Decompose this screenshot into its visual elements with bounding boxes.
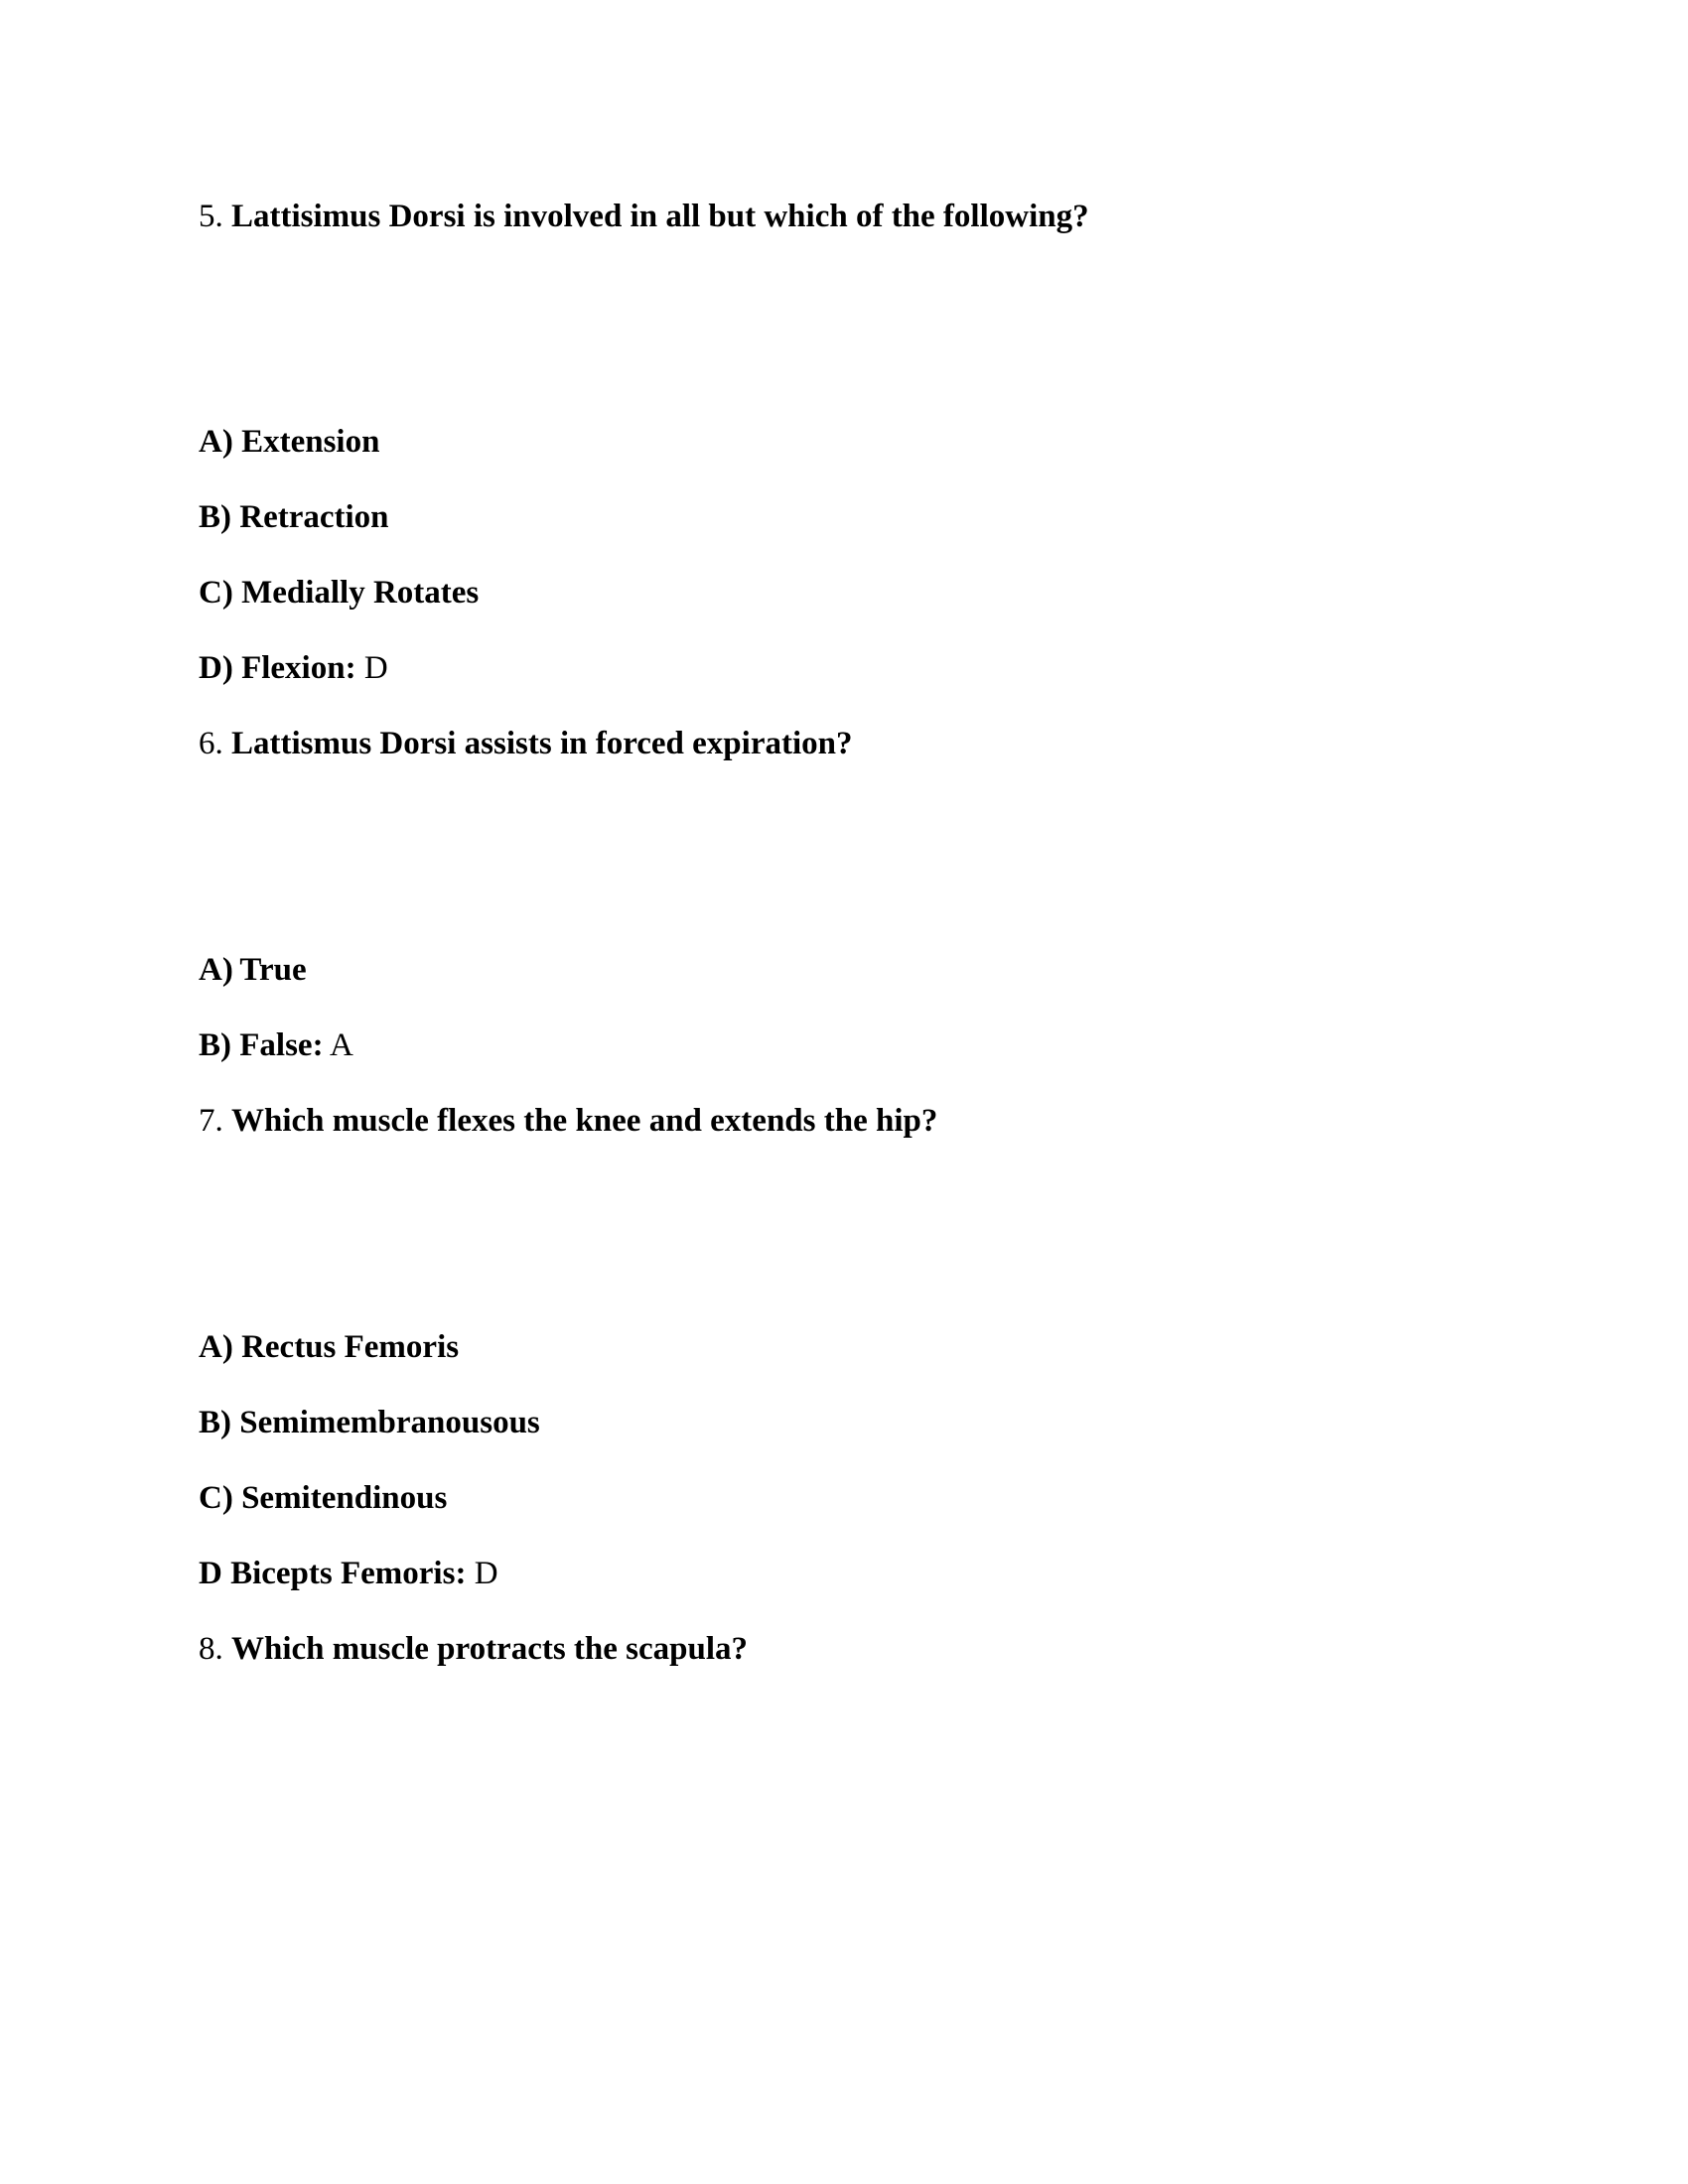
question-8 (199, 1629, 748, 1669)
question-number: 6. (199, 726, 223, 761)
option-6b (199, 1025, 353, 1065)
option-5a (199, 422, 379, 462)
option-label: B) Semimembranousous (199, 1405, 540, 1440)
option-label: A) Rectus Femoris (199, 1329, 460, 1365)
option-label: C) Semitendinous (199, 1480, 448, 1516)
option-7a (199, 1327, 459, 1367)
answer-key: D (363, 650, 388, 686)
question-number: 5. (199, 199, 223, 234)
question-text: Lattisimus Dorsi is involved in all but which of the following? (231, 199, 1089, 234)
answer-key: D (474, 1556, 498, 1591)
option-5d (199, 648, 388, 688)
option-label: A) True (199, 952, 307, 988)
answer-key: A (330, 1027, 353, 1063)
option-7c (199, 1478, 447, 1518)
question-text: Which muscle protracts the scapula? (231, 1631, 749, 1667)
option-5c (199, 573, 479, 613)
option-label: A) Extension (199, 424, 380, 460)
question-5 (199, 197, 1089, 236)
option-7d (199, 1554, 498, 1593)
question-7 (199, 1101, 937, 1141)
option-label: D Bicepts Femoris: (199, 1556, 467, 1591)
question-number: 8. (199, 1631, 223, 1667)
option-label: D) Flexion: (199, 650, 356, 686)
question-6 (199, 724, 853, 763)
option-7b (199, 1403, 540, 1442)
question-number: 7. (199, 1103, 223, 1139)
option-label: C) Medially Rotates (199, 575, 480, 611)
option-label: B) Retraction (199, 499, 389, 535)
question-text: Which muscle flexes the knee and extends the hip? (231, 1103, 938, 1139)
question-text: Lattismus Dorsi assists in forced expiration? (231, 726, 853, 761)
option-5b (199, 497, 389, 537)
option-6a (199, 950, 307, 990)
option-label: B) False: (199, 1027, 324, 1063)
